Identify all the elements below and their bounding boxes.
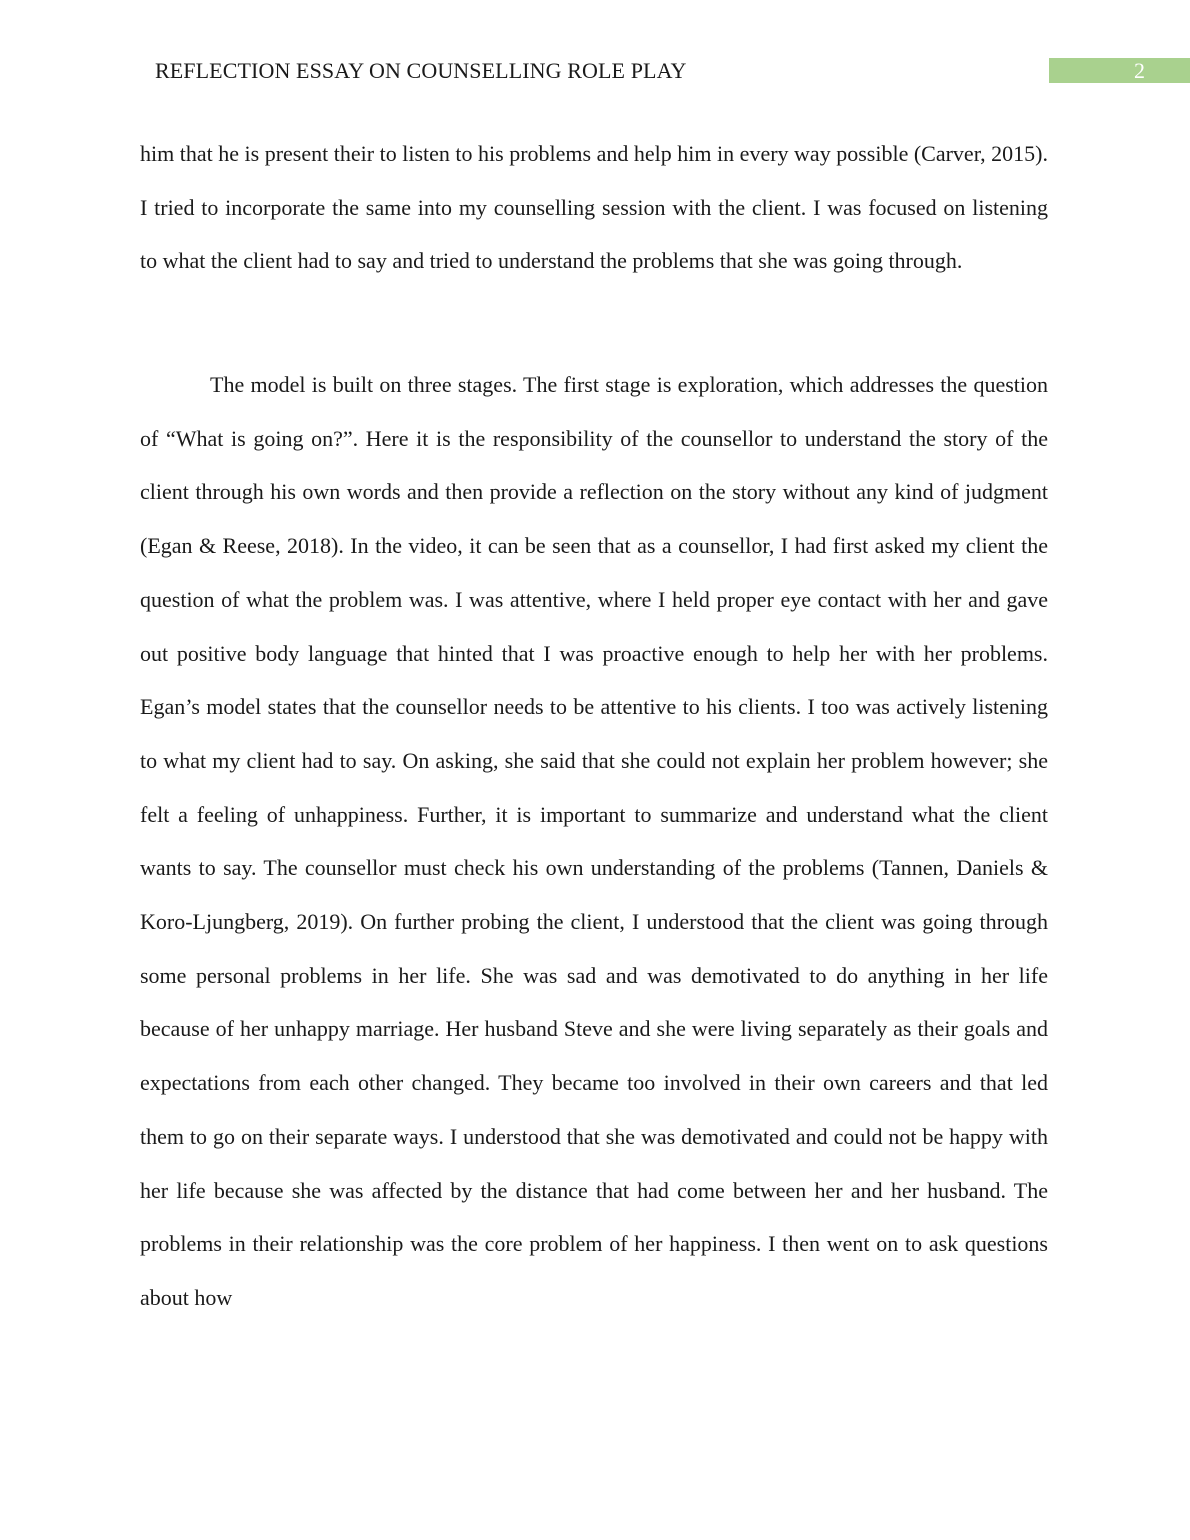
- running-head: REFLECTION ESSAY ON COUNSELLING ROLE PLAY: [155, 58, 687, 83]
- body-paragraph-2: The model is built on three stages. The first stage is exploration, which addresses the question of “What is going on?”. Here it is the responsibility of the counsellor to understand the story of the client through his own words and then provide a reflection on the story without any kind of judgment (Egan & Reese, 2018). In the video, it can be seen that as a counsellor, I had first asked my client the question of what the problem was. I was attentive, where I held proper eye contact with her and gave out positive body language that hinted that I was proactive enough to help her with her problems. Egan’s model states that the counsellor needs to be attentive to his clients. I too was actively listening to what my client had to say. On asking, she said that she could not explain her problem however; she felt a feeling of unhappiness. Further, it is important to summarize and understand what the client wants to say. The counsellor must check his own understanding of the problems (Tannen, Daniels & Koro-Ljungberg, 2019). On further probing the client, I understood that the client was going through some personal problems in her life. She was sad and was demotivated to do anything in her life because of her unhappy marriage. Her husband Steve and she were living separately as their goals and expectations from each other changed. They became too involved in their own careers and that led them to go on their separate ways. I understood that she was demotivated and could not be happy with her life because she was affected by the distance that had come between her and her husband. The problems in their relationship was the core problem of her happiness. I then went on to ask questions about how: [140, 372, 1048, 1310]
- page-number: 2: [1134, 58, 1145, 83]
- page-number-box: [1049, 58, 1190, 83]
- body-paragraph-1: him that he is present their to listen to his problems and help him in every way possible (Carver, 2015). I tried to incorporate the same into my counselling session with the client. I was focused on listening to what the client had to say and tried to understand the problems that she was going through.: [140, 141, 1048, 274]
